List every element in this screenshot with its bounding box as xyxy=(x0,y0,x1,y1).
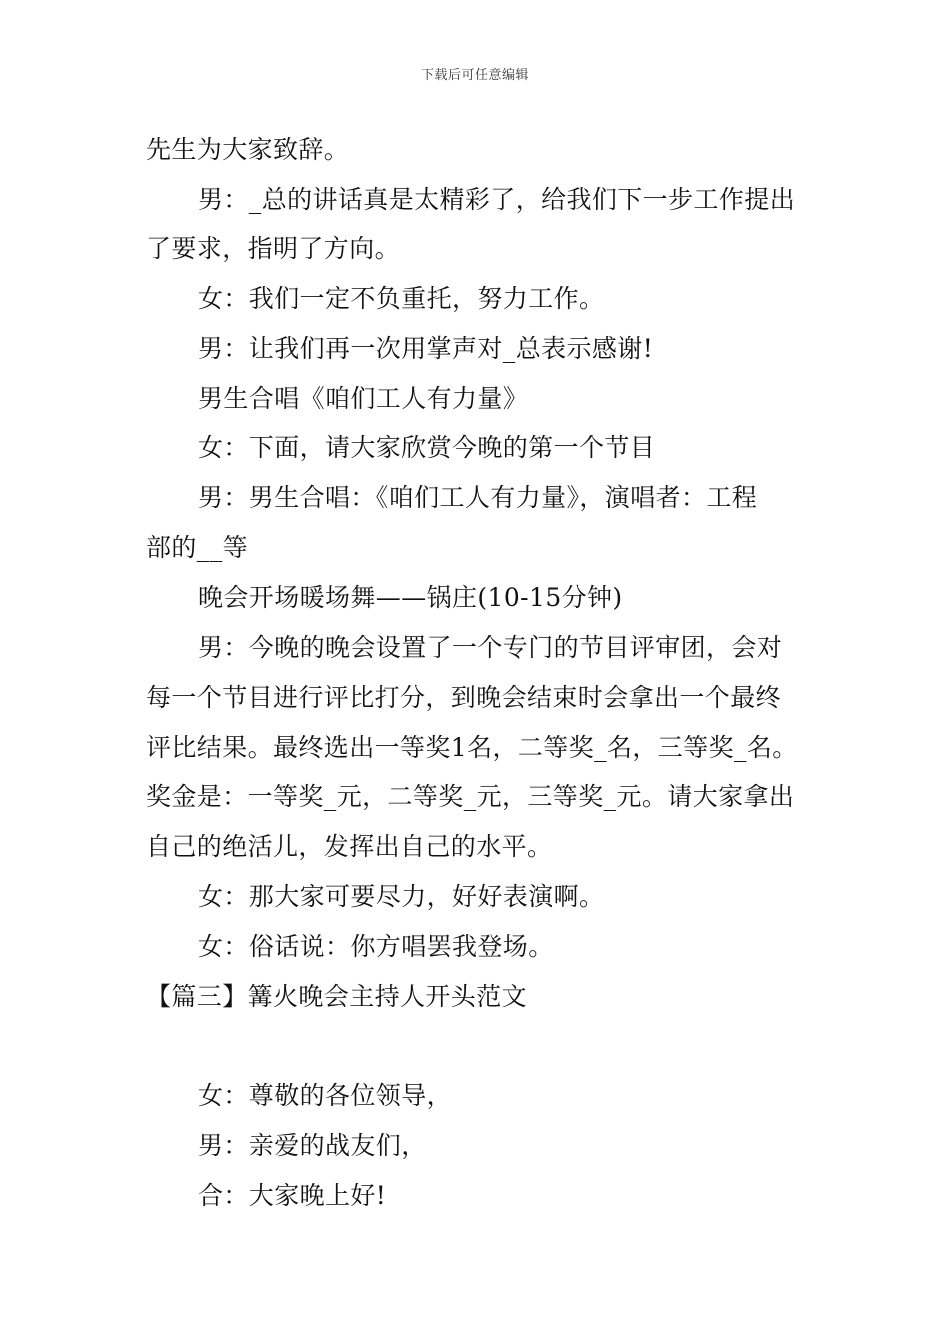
paragraph-line: 合：大家晚上好! xyxy=(198,1181,387,1210)
paragraph-line: 男：_总的讲话真是太精彩了，给我们下一步工作提出 xyxy=(198,185,796,214)
paragraph-line: 女：俗话说：你方唱罢我登场。 xyxy=(198,932,554,961)
page-header-note: 下载后可任意编辑 xyxy=(420,68,529,83)
paragraph-line: 女：我们一定不负重托，努力工作。 xyxy=(198,284,605,313)
paragraph-line: 部的__等 xyxy=(146,533,249,562)
paragraph-line: 女：尊敬的各位领导， xyxy=(198,1081,453,1110)
paragraph-line: 先生为大家致辞。 xyxy=(146,135,350,164)
paragraph-line: 女：下面，请大家欣赏今晚的第一个节目 xyxy=(198,433,656,462)
paragraph-line: 男：男生合唱：《咱们工人有力量》，演唱者：工程 xyxy=(198,483,758,512)
paragraph-line: 男：亲爱的战友们， xyxy=(198,1131,427,1160)
paragraph-line: 男：今晚的晚会设置了一个专门的节目评审团，会对 xyxy=(198,633,783,662)
paragraph-line: 奖金是：一等奖_元，二等奖_元，三等奖_元。请大家拿出 xyxy=(146,782,795,811)
paragraph-line: 了要求，指明了方向。 xyxy=(146,234,401,263)
paragraph-line: 自己的绝活儿，发挥出自己的水平。 xyxy=(146,832,553,861)
section-heading: 【篇三】篝火晚会主持人开头范文 xyxy=(146,982,528,1011)
paragraph-line: 晚会开场暖场舞——锅庄(10-15分钟) xyxy=(198,583,623,612)
paragraph-line: 男生合唱《咱们工人有力量》 xyxy=(198,384,529,413)
paragraph-line: 男：让我们再一次用掌声对_总表示感谢! xyxy=(198,334,654,363)
paragraph-line: 每一个节目进行评比打分，到晚会结束时会拿出一个最终 xyxy=(146,683,782,712)
paragraph-line: 评比结果。最终选出一等奖1名，二等奖_名，三等奖_名。 xyxy=(146,733,798,762)
paragraph-line: 女：那大家可要尽力，好好表演啊。 xyxy=(198,882,605,911)
